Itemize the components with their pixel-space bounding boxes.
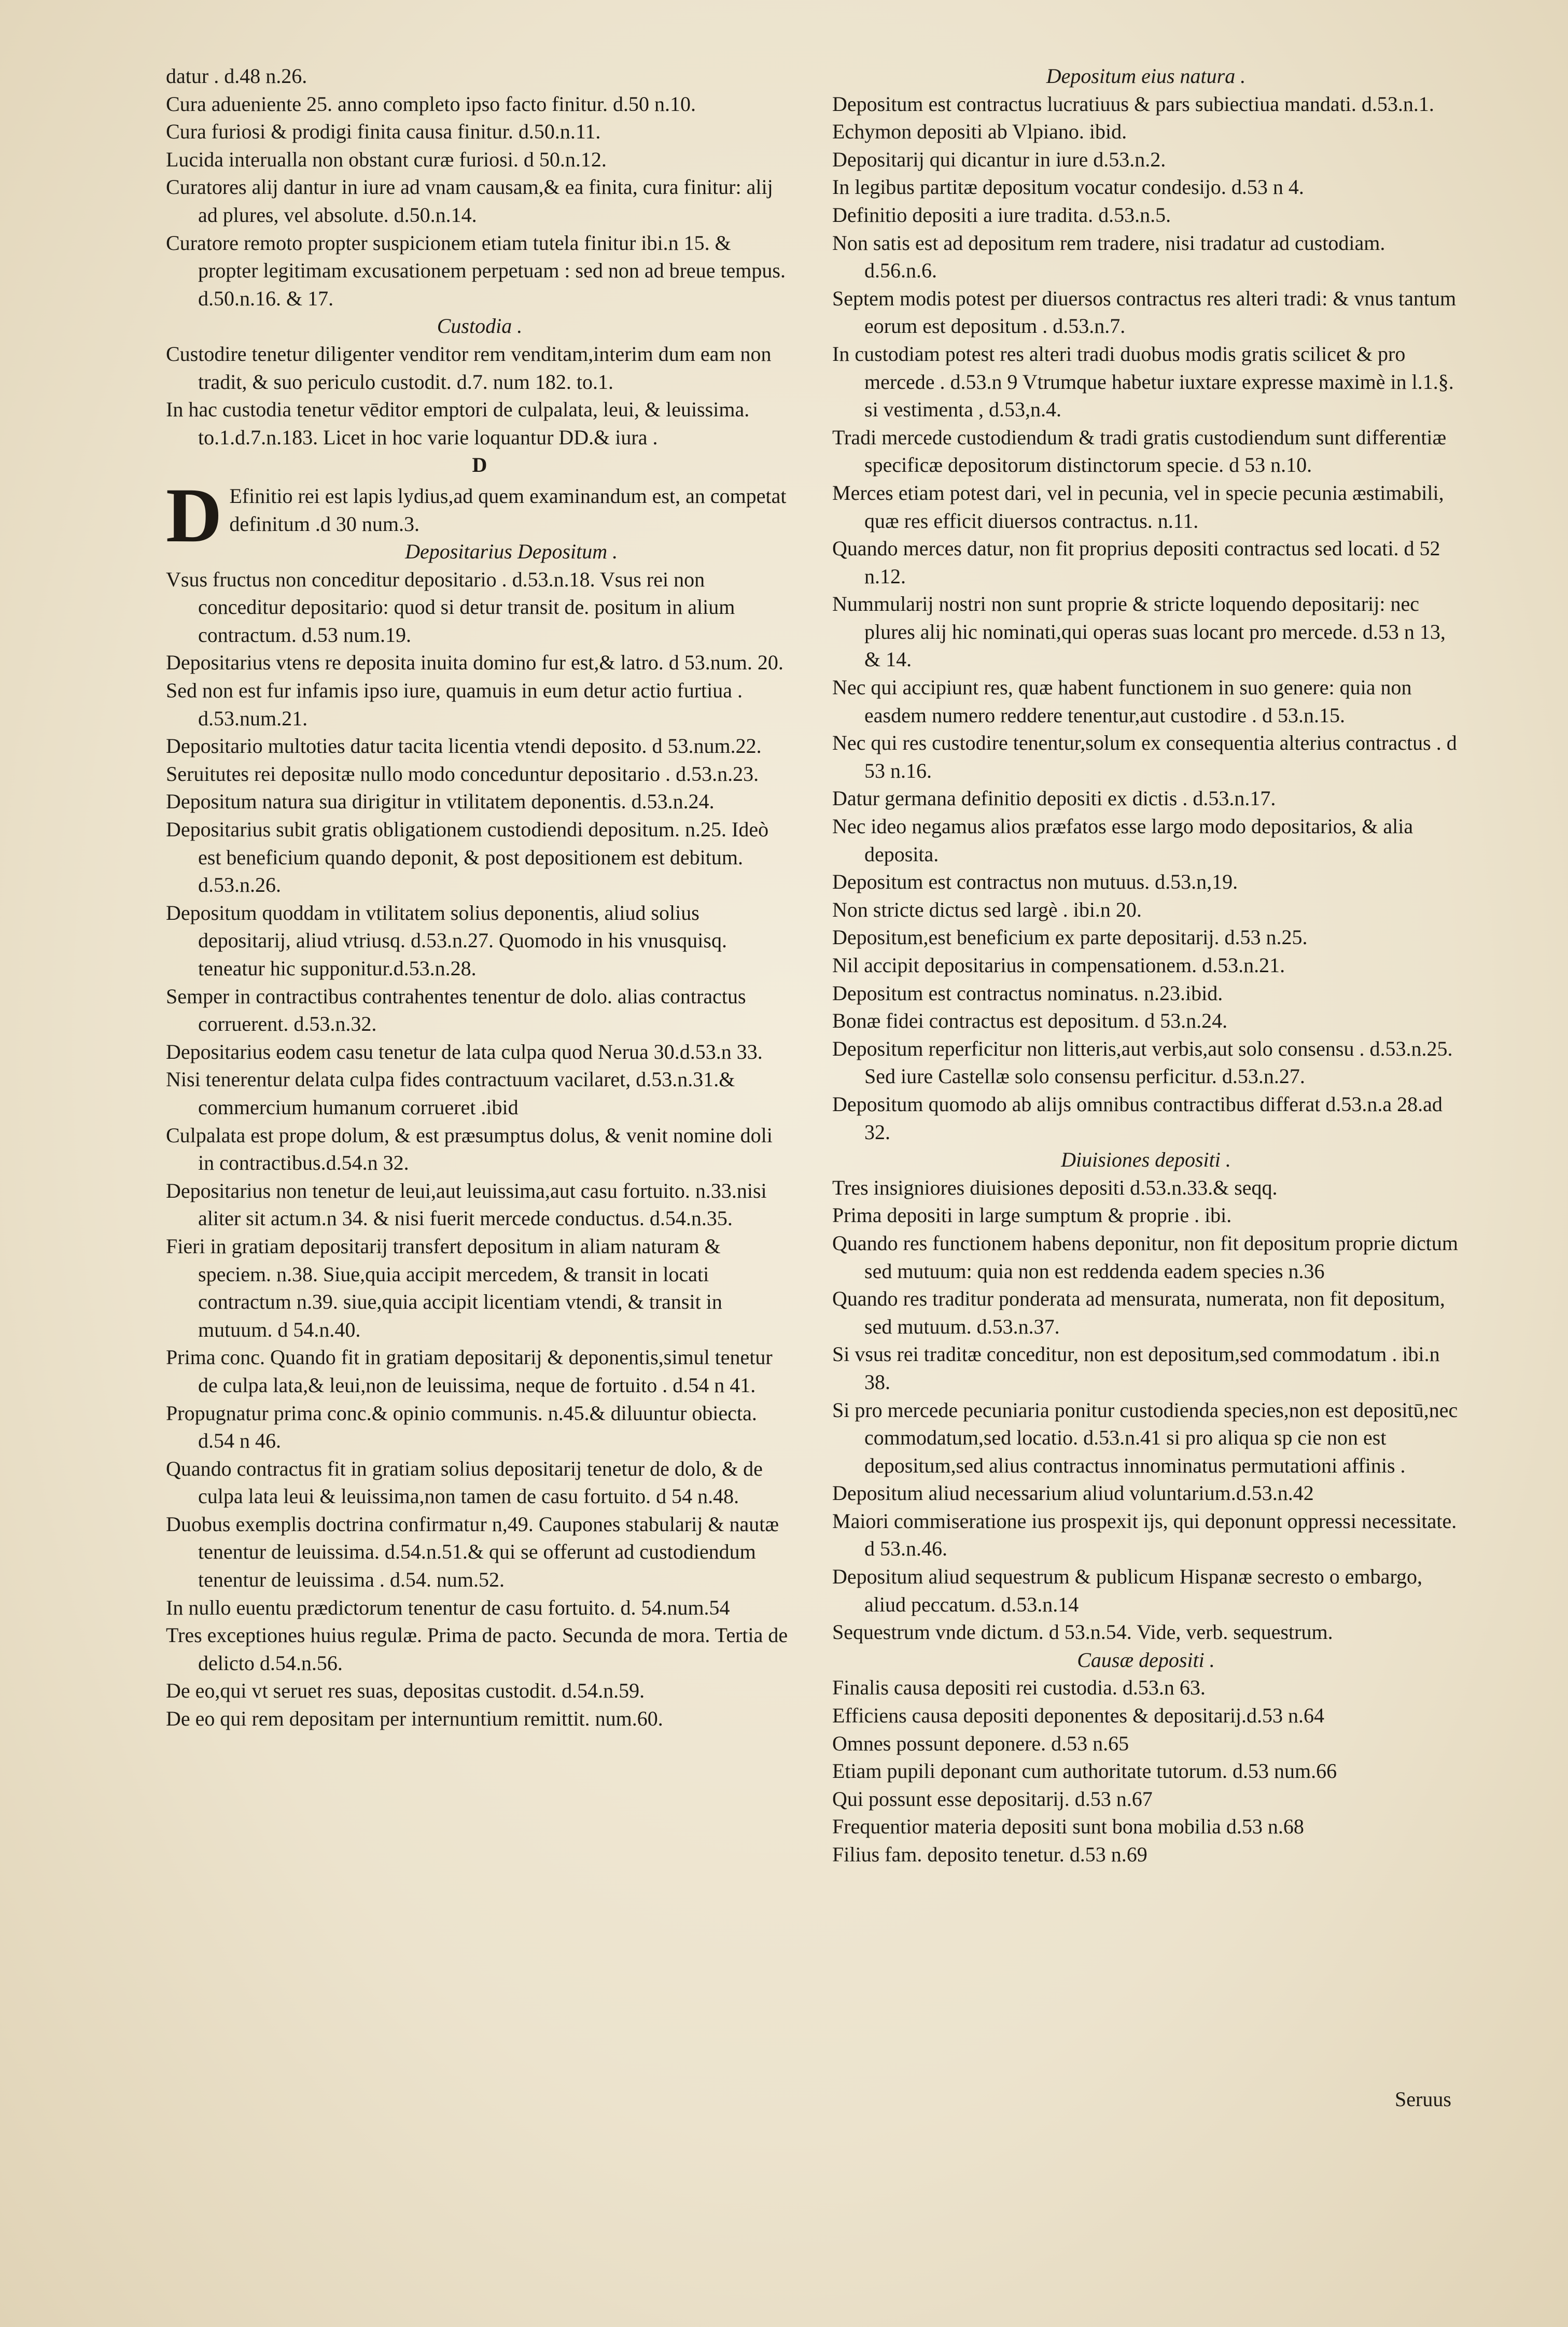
index-entry: Curatore remoto propter suspicionem etiam tutela finitur ibi.n 15. & propter legitimam excusationem perpetuam : sed non ad breue tempus. d.50.n.16. & 17.	[166, 231, 786, 310]
index-entry: Non satis est ad depositum rem tradere, nisi tradatur ad custodiam. d.56.n.6.	[832, 231, 1385, 283]
index-entry: De eo,qui vt seruet res suas, depositas custodit. d.54.n.59.	[166, 1679, 645, 1703]
index-entry: Vsus fructus non conceditur depositario . d.53.n.18. Vsus rei non conceditur depositario: quod si detur transit de. positum in alium contractum. d.53 num.19.	[166, 567, 735, 647]
index-entry: Duobus exemplis doctrina confirmatur n,49. Caupones stabularij & nautæ tenentur de leuissima. d.54.n.51.& qui se offerunt ad custodiendum tenentur de leuissima . d.54. num.52.	[166, 1512, 779, 1592]
index-entry: Depositarij qui dicantur in iure d.53.n.2.	[832, 147, 1166, 171]
index-entry: Nec qui res custodire tenentur,solum ex consequentia alterius contractus . d 53 n.16.	[832, 731, 1457, 782]
section-heading: Custodia .	[437, 314, 523, 338]
index-entry: Depositum,est beneficium ex parte depositarij. d.53 n.25.	[832, 926, 1308, 949]
index-entry: Datur germana definitio depositi ex dictis . d.53.n.17.	[832, 787, 1276, 810]
index-entry: Echymon depositi ab Vlpiano. ibid.	[832, 120, 1127, 144]
index-entry: datur . d.48 n.26.	[166, 64, 307, 88]
index-entry: Tres exceptiones huius regulæ. Prima de pacto. Secunda de mora. Tertia de delicto d.54.n.56.	[166, 1623, 788, 1675]
section-heading: Depositum eius natura .	[1046, 64, 1246, 88]
index-entry: Curatores alij dantur in iure ad vnam causam,& ea finita, cura finitur: alij ad plures, vel absolute. d.50.n.14.	[166, 175, 773, 227]
index-entry: Finalis causa depositi rei custodia. d.53.n 63.	[832, 1676, 1206, 1700]
index-entry: Depositum est contractus lucratiuus & pars subiectiua mandati. d.53.n.1.	[832, 92, 1434, 116]
index-entry: Sed non est fur infamis ipso iure, quamuis in eum detur actio furtiua . d.53.num.21.	[166, 679, 743, 730]
section-heading: Diuisiones depositi .	[1061, 1148, 1231, 1172]
index-entry: Tradi mercede custodiendum & tradi gratis custodiendum sunt differentiæ specificæ depositorum distinctorum specie. d 53 n.10.	[832, 425, 1447, 477]
index-entry: Definitio depositi a iure tradita. d.53.n.5.	[832, 203, 1171, 227]
index-entry: Filius fam. deposito tenetur. d.53 n.69	[832, 1843, 1147, 1866]
index-entry: Depositum quoddam in vtilitatem solius deponentis, aliud solius depositarij, aliud vtriusq. d.53.n.27. Quomodo in his vnusquisq. teneatur hic supponitur.d.53.n.28.	[166, 901, 727, 980]
index-entry: Depositum aliud necessarium aliud voluntarium.d.53.n.42	[832, 1481, 1314, 1505]
index-entry: Etiam pupili deponant cum authoritate tutorum. d.53 num.66	[832, 1759, 1337, 1783]
letter-heading: D	[472, 453, 487, 477]
index-entry: Propugnatur prima conc.& opinio communis. n.45.& diluuntur obiecta. d.54 n 46.	[166, 1401, 757, 1453]
index-entry: Nummularij nostri non sunt proprie & stricte loquendo depositarij: nec plures alij hic nominati,qui operas suas locant pro mercede. d.53 n 13, & 14.	[832, 592, 1446, 671]
index-entry: Maiori commiseratione ius prospexit ijs, qui deponunt oppressi necessitate. d 53.n.46.	[832, 1509, 1457, 1561]
index-entry: Efficiens causa depositi deponentes & depositarij.d.53 n.64	[832, 1704, 1325, 1728]
index-entry: Nil accipit depositarius in compensationem. d.53.n.21.	[832, 954, 1285, 977]
index-entry: Quando merces datur, non fit proprius depositi contractus sed locati. d 52 n.12.	[832, 537, 1440, 588]
index-entry: Nisi tenerentur delata culpa fides contractuum vacilaret, d.53.n.31.& commercium humanum corrueret .ibid	[166, 1068, 735, 1119]
section-heading: Causæ depositi .	[1077, 1648, 1215, 1672]
index-entry: Omnes possunt deponere. d.53 n.65	[832, 1731, 1129, 1755]
index-entry: Semper in contractibus contrahentes tenentur de dolo. alias contractus corruerent. d.53.n.32.	[166, 984, 746, 1036]
index-entry: Lucida interualla non obstant curæ furiosi. d 50.n.12.	[166, 147, 607, 171]
index-entry: Culpalata est prope dolum, & est præsumptus dolus, & venit nomine doli in contractibus.d.54.n 32.	[166, 1123, 773, 1175]
index-entry: Bonæ fidei contractus est depositum. d 53.n.24.	[832, 1009, 1228, 1033]
index-entry: Seruitutes rei depositæ nullo modo conceduntur depositario . d.53.n.23.	[166, 762, 759, 786]
index-entry: Quando res traditur ponderata ad mensurata, numerata, non fit depositum, sed mutuum. d.53.n.37.	[832, 1287, 1445, 1338]
index-entry: Frequentior materia depositi sunt bona mobilia d.53 n.68	[832, 1815, 1304, 1839]
index-entry: Quando res functionem habens deponitur, non fit depositum proprie dictum sed mutuum: quia non est reddenda eadem species n.36	[832, 1231, 1459, 1283]
index-entry: De eo qui rem depositam per internuntium remittit. num.60.	[166, 1707, 663, 1731]
index-entry: Depositum est contractus nominatus. n.23.ibid.	[832, 981, 1223, 1005]
index-entry: Qui possunt esse depositarij. d.53 n.67	[832, 1787, 1153, 1811]
index-entry: Depositarius eodem casu tenetur de lata culpa quod Nerua 30.d.53.n 33.	[166, 1040, 763, 1063]
index-entry: Nec ideo negamus alios præfatos esse largo modo depositarios, & alia deposita.	[832, 815, 1413, 866]
index-entry: Quando contractus fit in gratiam solius depositarij tenetur de dolo, & de culpa lata leui & leuissima,non tamen de casu fortuito. d 54 n.48.	[166, 1456, 763, 1508]
index-entry: Depositarius subit gratis obligationem custodiendi depositum. n.25. Ideò est beneficium quando deponit, & post depositionem est debitum. d.53.n.26.	[166, 818, 769, 897]
left-column	[166, 62, 793, 1733]
index-entry: In custodiam potest res alteri tradi duobus modis gratis scilicet & pro mercede . d.53.n 9 Vtrumque habetur iuxtare expresse maximè in l.1.§. si vestimenta , d.53,n.4.	[832, 342, 1454, 422]
catchword: Seruus	[1395, 2087, 1451, 2111]
index-entry: Depositario multoties datur tacita licentia vtendi deposito. d 53.num.22.	[166, 734, 762, 758]
index-entry: Depositarius vtens re deposita inuita domino fur est,& latro. d 53.num. 20.	[166, 651, 783, 675]
index-entry: Prima depositi in large sumptum & proprie . ibi.	[832, 1203, 1232, 1227]
index-entry: Depositum aliud sequestrum & publicum Hispanæ secresto o embargo, aliud peccatum. d.53.n.14	[832, 1565, 1422, 1616]
index-entry: Depositum reperficitur non litteris,aut verbis,aut solo consensu . d.53.n.25. Sed iure Castellæ solo consensu perficitur. d.53.n.27.	[832, 1036, 1453, 1088]
index-entry: Merces etiam potest dari, vel in pecunia, vel in specie pecunia æstimabili, quæ res efficit diuersos contractus. n.11.	[832, 481, 1444, 532]
right-column	[832, 62, 1460, 1869]
drop-cap-letter: D	[166, 472, 222, 558]
index-entry: Sequestrum vnde dictum. d 53.n.54. Vide, verb. sequestrum.	[832, 1620, 1333, 1644]
index-entry: Depositum natura sua dirigitur in vtilitatem deponentis. d.53.n.24.	[166, 790, 715, 814]
index-entry: Si pro mercede pecuniaria ponitur custodienda species,non est depositū,nec commodatum,sed locatio. d.53.n.41 si pro aliqua sp cie non est depositum,sed alius contractus innominatus permutationi affinis .	[832, 1398, 1458, 1477]
section-heading: Depositarius Depositum .	[405, 540, 618, 564]
index-entry: Cura furiosi & prodigi finita causa finitur. d.50.n.11.	[166, 120, 601, 144]
index-entry: In legibus partitæ depositum vocatur condesijo. d.53 n 4.	[832, 175, 1304, 199]
index-entry: Cura adueniente 25. anno completo ipso facto finitur. d.50 n.10.	[166, 92, 696, 116]
index-entry: Nec qui accipiunt res, quæ habent functionem in suo genere: quia non easdem numero reddere tenentur,aut custodire . d 53.n.15.	[832, 676, 1412, 727]
index-entry: Si vsus rei traditæ conceditur, non est depositum,sed commodatum . ibi.n 38.	[832, 1342, 1440, 1394]
index-entry: Septem modis potest per diuersos contractus res alteri tradi: & vnus tantum eorum est depositum . d.53.n.7.	[832, 286, 1457, 338]
index-entry: Depositarius non tenetur de leui,aut leuissima,aut casu fortuito. n.33.nisi aliter sit actum.n 34. & nisi fuerit mercede conductus. d.54.n.35.	[166, 1179, 767, 1230]
index-entry: Prima conc. Quando fit in gratiam depositarij & deponentis,simul tenetur de culpa lata,& leui,non de leuissima, neque de fortuito . d.54 n 41.	[166, 1345, 773, 1397]
index-entry: In nullo euentu prædictorum tenentur de casu fortuito. d. 54.num.54	[166, 1595, 730, 1619]
index-entry: Non stricte dictus sed largè . ibi.n 20.	[832, 898, 1142, 921]
dropcap-entry-text: Efinitio rei est lapis lydius,ad quem examinandum est, an competat definitum .d 30 num.3.	[229, 484, 787, 536]
index-entry: Fieri in gratiam depositarij transfert depositum in aliam naturam & speciem. n.38. Siue,quia accipit mercedem, & transit in locati contractum n.39. siue,quia accipit licentiam vtendi, & transit in mutuum. d 54.n.40.	[166, 1234, 722, 1341]
index-entry: Custodire tenetur diligenter venditor rem venditam,interim dum eam non tradit, & suo periculo custodit. d.7. num 182. to.1.	[166, 342, 772, 394]
index-entry: Depositum est contractus non mutuus. d.53.n,19.	[832, 870, 1238, 894]
index-entry: In hac custodia tenetur vēditor emptori de culpalata, leui, & leuissima. to.1.d.7.n.183. Licet in hoc varie loquantur DD.& iura .	[166, 398, 750, 449]
index-entry: Depositum quomodo ab alijs omnibus contractibus differat d.53.n.a 28.ad 32.	[832, 1092, 1443, 1144]
index-entry: Tres insigniores diuisiones depositi d.53.n.33.& seqq.	[832, 1175, 1278, 1199]
